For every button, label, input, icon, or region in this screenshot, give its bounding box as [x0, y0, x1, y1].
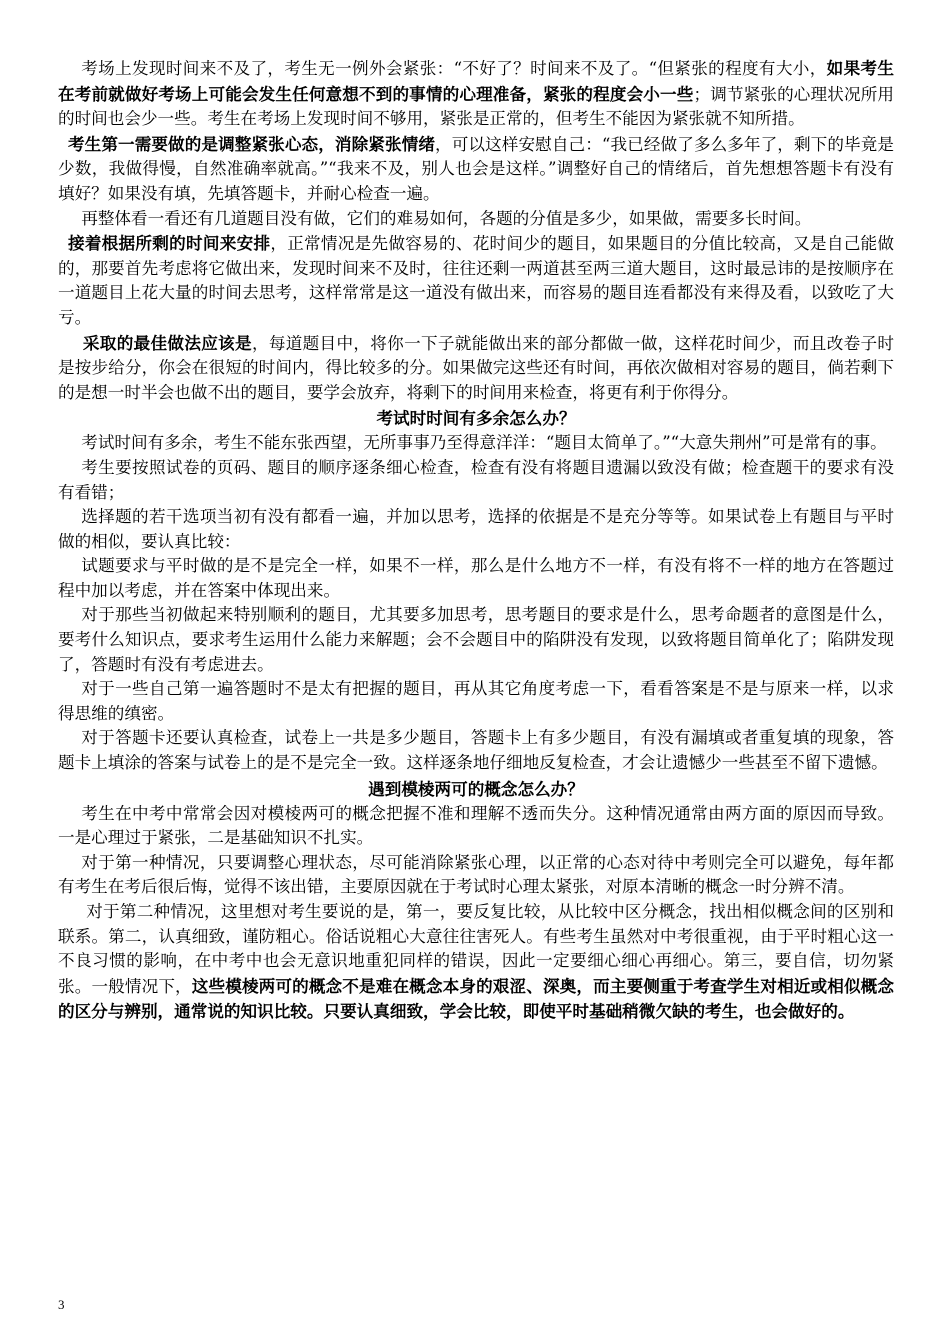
paragraph-1-bold: 如果考生在考前就做好考场上可能会发生任何意想不到的事情的心理准备，紧张的程度会小一些: [58, 58, 895, 104]
paragraph-4: [58, 231, 894, 330]
paragraph-ambiguous-1-text: 考生在中考中常常会因对模棱两可的概念把握不准和理解不透而失分。这种情况通常由两方面的原因而导致。一是心理过于紧张，二是基础知识不扎实。: [58, 803, 894, 848]
paragraph-1-text-a: 考场上发现时间来不及了，考生无一例外会紧张：“不好了？时间来不及了。“但紧张的程度有大小，: [81, 59, 827, 78]
paragraph-extra-5: 对于那些当初做起来特别顺利的题目，尤其要多加思考，思考题目的要求是什么，思考命题者的意图是什么，要考什么知识点，要求考生运用什么能力来解题；会不会题目中的陷阱没有发现，以致将题目简单化了；陷阱发现了，答题时有没有考虑进去。: [58, 605, 894, 674]
paragraph-2: [58, 132, 894, 207]
section-heading-extra-time: 考试时时间有多余怎么办？: [376, 408, 576, 429]
paragraph-extra-6: 对于一些自己第一遍答题时不是太有把握的题目，再从其它角度考虑一下，看看答案是不是与原来一样，以求得思维的缜密。: [58, 679, 894, 723]
paragraph-5-text: ，每道题目中，将你一下子就能做出来的部分都做一做，这样花时间少，而且改卷子时是按步给分，你会在很短的时间内，得比较多的分。如果做完这些还有时间，再依次做相对容易的题目，倘若剩下的是想一时半会也做不出的题目，要学会放弃，将剩下的时间用来检查，将更有利于你得分。: [58, 333, 894, 402]
document-body: [58, 56, 894, 1025]
paragraph-4-bold: 接着根据所剩的时间来安排: [67, 233, 271, 254]
paragraph-ambiguous-1: [58, 802, 894, 851]
paragraph-2-bold: 考生第一需要做的是调整紧张心态，消除紧张情绪: [67, 133, 436, 154]
paragraph-1: [58, 56, 894, 132]
paragraph-2-text: ，可以这样安慰自己：“我已经做了多么多年了，剩下的毕竟是少数，我做得慢，自然准确率就高。”“我来不及，别人也会是这样。”调整好自己的情绪后，首先想想答题卡有没有填好？如果没有填，先填答题卡，并耐心检查一遍。: [58, 134, 895, 203]
paragraph-ambiguous-2: [58, 851, 894, 900]
paragraph-ambiguous-2-text: 对于第一种情况，只要调整心理状态，尽可能消除紧张心理，以正常的心态对待中考则完全可以避免，每年都有考生在考后很后悔，觉得不该出错，主要原因就在于考试时心理太紧张，对原本清晰的概念一时分辨不清。: [58, 852, 894, 897]
paragraph-ambiguous-3-bold: 这些模棱两可的概念不是难在概念本身的艰涩、深奥，而主要侧重于考查学生对相近或相似概念的区分与辨别，通常说的知识比较。只要认真细致，学会比较，即使平时基础稍微欠缺的考生，也会做好的。: [58, 975, 894, 1022]
paragraph-extra-7: 对于答题卡还要认真检查，试卷上一共是多少题目，答题卡上有多少题目，有没有漏填或者重复填的现象，答题卡上填涂的答案与试卷上的是不是完全一致。这样逐条地仔细地反复检查，才会让遗憾少一些甚至不留下遗憾。: [58, 728, 894, 773]
paragraph-3: [58, 207, 894, 232]
paragraph-3-text: 再整体看一看还有几道题目没有做，它们的难易如何，各题的分值是多少，如果做，需要多长时间。: [81, 208, 812, 228]
page-number: 3: [58, 1297, 65, 1312]
paragraph-5-bold: 采取的最佳做法应该是: [82, 332, 252, 353]
paragraph-ambiguous-3: [58, 900, 894, 1025]
paragraph-extra-3: 选择题的若干选项当初有没有都看一遍，并加以思考，选择的依据是不是充分等等。如果试卷上有题目与平时做的相似，要认真比较：: [58, 507, 894, 551]
paragraph-5: [58, 331, 894, 406]
paragraph-extra-4: 试题要求与平时做的是不是完全一样，如果不一样，那么是什么地方不一样，有没有将不一样的地方在答题过程中加以考虑，并在答案中体现出来。: [58, 556, 894, 600]
section-heading-ambiguous-concepts: 遇到模棱两可的概念怎么办？: [368, 778, 584, 799]
paragraph-1-text-b: ；调节紧张的心理状况所用的时间也会少一些。考生在考场上发现时间不够用，紧张是正常的，但考生不能因为紧张就不知所措。: [58, 84, 895, 129]
paragraph-4-text: ，正常情况是先做容易的、花时间少的题目，如果题目的分值比较高，又是自己能做的，那要首先考虑将它做出来，发现时间来不及时，往往还剩一两道甚至两三道大题目，这时最忌讳的是按顺序在一道题目上花大量的时间去思考，这样常常是这一道没有做出来，而容易的题目连看都没有来得及看，以致吃了大亏。: [58, 234, 895, 327]
paragraph-extra-2: 考生要按照试卷的页码、题目的顺序逐条细心检查，检查有没有将题目遗漏以致没有做；检查题干的要求有没有看错；: [58, 457, 894, 502]
paragraph-ambiguous-3-text: 对于第二种情况，这里想对考生要说的是，第一，要反复比较，从比较中区分概念，找出相似概念间的区别和联系。第二，认真细致，谨防粗心。俗话说粗心大意往往害死人。有些考生虽然对中考很重视，由于平时粗心这一不良习惯的影响，在中考中也会无意识地重犯同样的错误，因此一定要细心细心再细心。第三，要自信，切勿紧张。一般情况下，: [58, 902, 894, 996]
paragraph-extra-1: 考试时间有多余，考生不能东张西望，无所事事乃至得意洋洋：“题目太简单了。”“大意失荆州”可是常有的事。: [81, 433, 887, 453]
